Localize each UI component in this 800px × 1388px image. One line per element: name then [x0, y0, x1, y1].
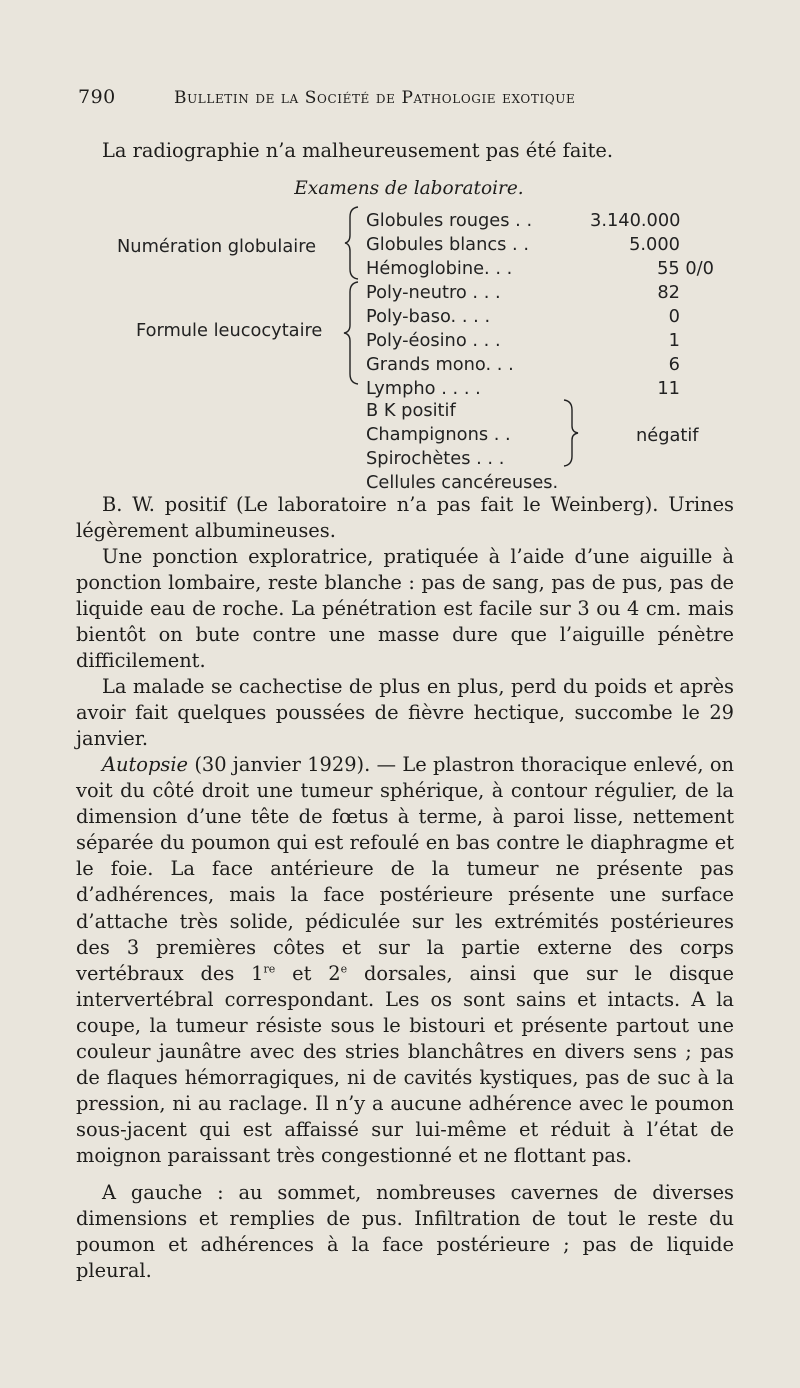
lab-row: Poly-baso. . . . 0	[366, 306, 680, 327]
lab-row: Champignons . .	[366, 424, 511, 445]
lab-row: Grands mono. . . 6	[366, 354, 680, 375]
paragraph-ponction: Une ponction exploratrice, pratiquée à l’aide d’une aiguille à ponction lombaire, reste blanche : pas de sang, pas de pus, pas de liquide eau de roche. La pénétration est facile sur 3 ou 4 cm. mais bientôt on bute contre une masse dure que l’aiguille pénètre difficilement.	[76, 545, 734, 673]
lab-row: Spirochètes . . .	[366, 448, 505, 469]
lab-results-table	[0, 0, 800, 493]
lab-row: Globules blancs . . 5.000	[366, 234, 680, 255]
lab-row: Cellules cancéreuses.	[366, 472, 559, 493]
formule-label: Formule leucocytaire	[136, 320, 323, 341]
paragraph-autopsie: Autopsie (30 janvier 1929). — Le plastron thoracique enlevé, on voit du côté droit une tumeur sphérique, à contour régulier, de la dimension d’une tête de fœtus à terme, à paroi lisse, nettement séparée du poumon qui est refoulé en bas contre le diaphragme et le foie. La face antérieure de la tumeur ne présente pas d’adhérences, mais la face postérieure présente une surface d’attache très solide, pédiculée sur les extrémités postérieures des 3 premières côtes et sur la partie externe des corps vertébraux des 1re et 2e dorsales, ainsi que sur le disque intervertébral correspondant. Les os sont sains et intacts. A la coupe, la tumeur résiste sous le bistouri et présente partout une couleur jaunâtre avec des stries blanchâtres en divers sens ; pas de flaques hémorragiques, ni de cavités kystiques, pas de suc à la pression, ni au raclage. Il n’y a aucune adhérence avec le poumon sous-jacent qui est affaissé sur lui-même et réduit à l’état de moignon paraissant très congestionné et ne flottant pas.	[76, 753, 734, 1168]
lab-row: Hémoglobine. . . 55 0/0	[366, 258, 714, 279]
intro-sentence: La radiographie n’a malheureusement pas été faite.	[102, 139, 614, 162]
numeration-label: Numération globulaire	[117, 236, 317, 257]
autopsie-lead: Autopsie	[102, 753, 188, 776]
paragraph-bw: B. W. positif (Le laboratoire n’a pas fait le Weinberg). Urines légèrement albumineuses.	[76, 493, 734, 543]
lab-row: Poly-éosino . . . 1	[366, 330, 680, 351]
negatif-brace	[560, 398, 584, 468]
negatif-result: négatif	[636, 425, 699, 446]
running-title: Bulletin de la Société de Pathologie exotique	[174, 88, 576, 108]
section-title: Examens de laboratoire.	[294, 178, 524, 199]
lab-row: Poly-neutro . . . 82	[366, 282, 680, 303]
page-number: 790	[78, 86, 116, 108]
lab-row: Lympho . . . . 11	[366, 378, 680, 399]
bk-row: B K positif	[366, 400, 456, 421]
lab-row: Globules rouges . . 3.140.000	[366, 210, 681, 231]
paragraph-gauche: A gauche : au sommet, nombreuses cavernes de diverses dimensions et remplies de pus. Infiltration de tout le reste du poumon et adhérences à la face postérieure ; pas de liquide pleural.	[76, 1181, 734, 1283]
paragraph-cachexie: La malade se cachectise de plus en plus, perd du poids et après avoir fait quelques poussées de fièvre hectique, succombe le 29 janvier.	[76, 675, 734, 751]
